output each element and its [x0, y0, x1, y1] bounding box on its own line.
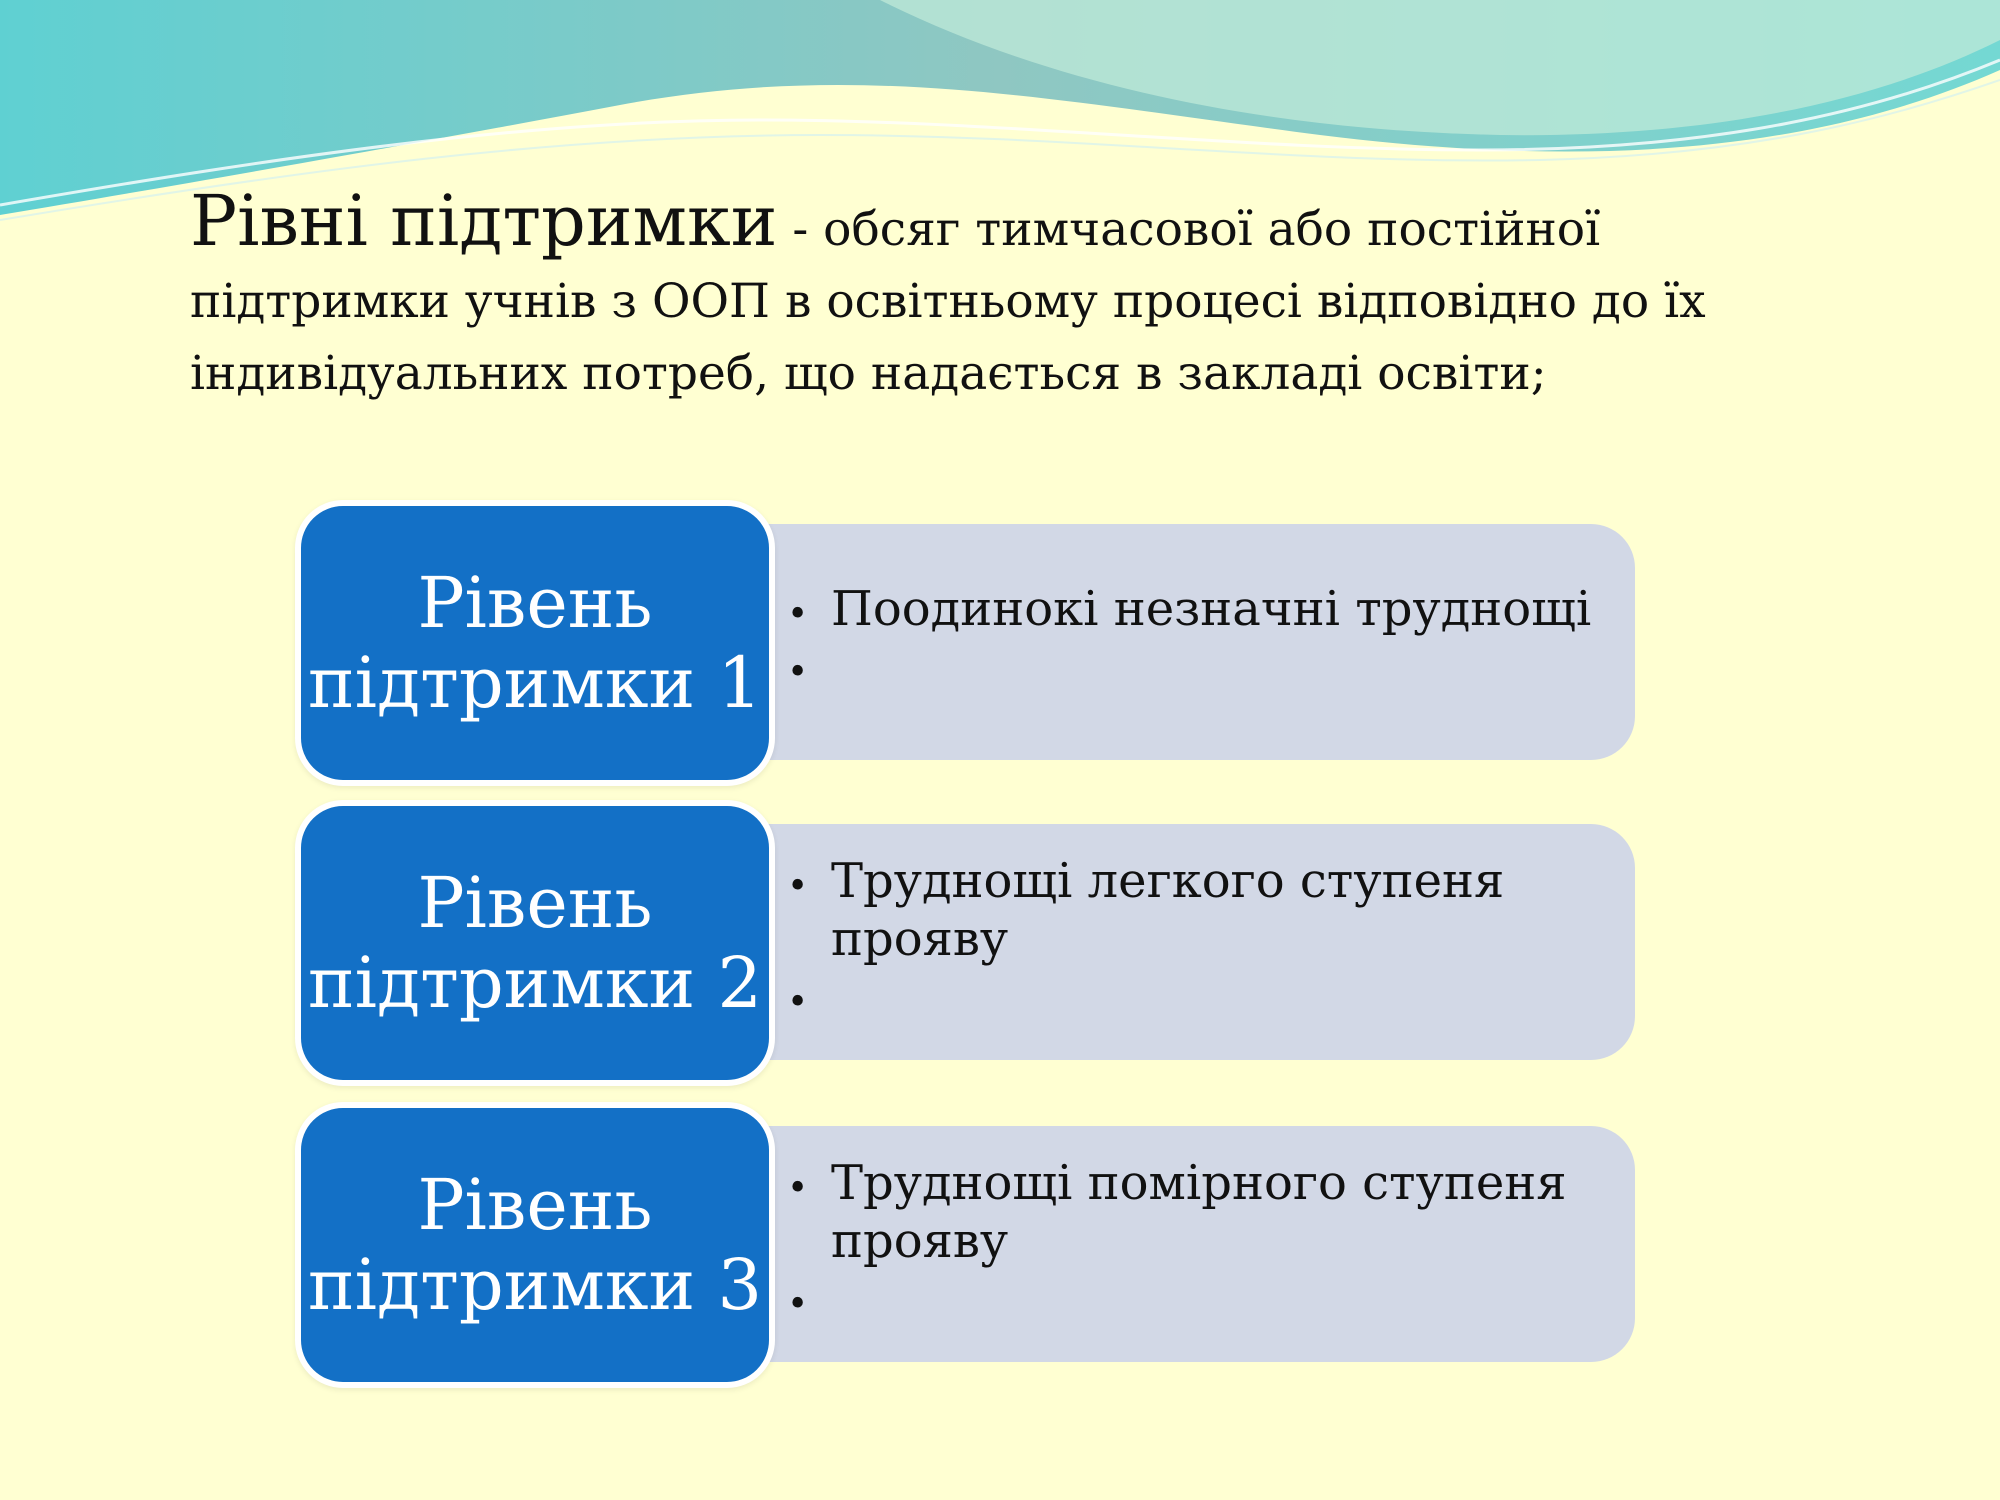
level-2-bullet-1: Труднощі легкого ступеня прояву [831, 853, 1505, 967]
level-2-label-line1: Рівень [417, 862, 653, 944]
bullet-marker: • [787, 1168, 809, 1209]
bullet-marker: • [787, 652, 809, 693]
term-heading: Рівні підтримки [190, 180, 778, 262]
level-1-label-line2: підтримки 1 [308, 642, 762, 724]
definition-text: - обсяг тимчасової або постійної підтримки учнів з ООП в освітньому процесі відповідно до їх індивідуальних потреб, що надається в закладі освіти; [190, 202, 1706, 401]
level-3-label-box [295, 1102, 775, 1388]
bullet-marker: • [787, 1284, 809, 1325]
level-1-bullet-1: Поодинокі незначні труднощі [831, 581, 1592, 637]
level-3-label-line1: Рівень [417, 1164, 653, 1246]
support-level-row-1 [295, 500, 1635, 790]
level-1-label-line1: Рівень [417, 562, 653, 644]
definition-paragraph [190, 180, 1830, 410]
level-1-detail-box [715, 524, 1635, 760]
level-3-bullet-1: Труднощі помірного ступеня прояву [831, 1155, 1567, 1269]
level-2-label-line2: підтримки 2 [308, 942, 762, 1024]
support-level-row-2 [295, 800, 1635, 1090]
level-3-label-line2: підтримки 3 [308, 1244, 762, 1326]
level-1-label-box [295, 500, 775, 786]
level-2-label-box [295, 800, 775, 1086]
bullet-marker: • [787, 866, 809, 907]
bullet-marker: • [787, 594, 809, 635]
bullet-marker: • [787, 982, 809, 1023]
support-level-row-3 [295, 1102, 1635, 1392]
